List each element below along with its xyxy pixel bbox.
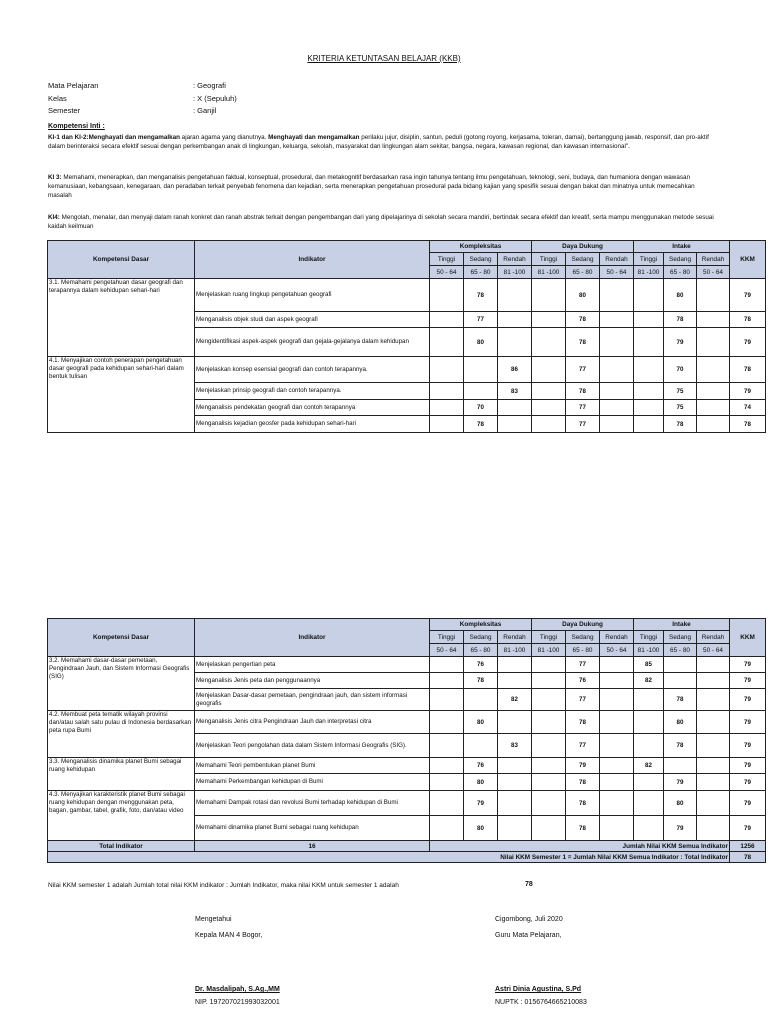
score-cell: 85 [634,657,664,673]
score-cell [697,416,730,433]
score-cell [430,328,464,357]
indikator-cell: Menganalisis pendekatan geografi dan contoh terapannya [195,400,430,416]
table-row [48,657,766,673]
score-cell [532,689,566,711]
score-cell [430,357,464,383]
score-cell [430,711,464,734]
header-level: Tinggi [532,631,566,644]
score-cell [498,400,532,416]
score-cell [430,689,464,711]
score-cell [600,383,634,400]
indikator-cell: Mengidentifikasi aspek-aspek geografi dan gejala-gejalanya dalam kehidupan [195,328,430,357]
indikator-cell: Menjelaskan Teori pengolahan data dalam Sistem Informasi Geografis (SIG). [195,734,430,758]
header-range: 65 - 80 [664,644,697,657]
score-cell [430,791,464,816]
score-cell: 80 [664,711,697,734]
indikator-cell: Menjelaskan Dasar-dasar pemetaan, pengindraan jauh, dan sistem informasi geografis [195,689,430,711]
kkm-cell: 79 [730,711,766,734]
score-cell [634,734,664,758]
header-indikator: Indikator [195,619,430,657]
header-kkm: KKM [730,241,766,279]
score-cell: 80 [664,791,697,816]
score-cell [498,673,532,689]
score-cell [532,711,566,734]
score-cell [498,328,532,357]
score-cell [600,328,634,357]
score-cell: 78 [566,774,600,791]
score-cell [600,657,634,673]
header-range: 50 - 64 [697,644,730,657]
header-kompetensi-dasar: Kompetensi Dasar [48,619,195,657]
score-cell [600,816,634,841]
score-cell: 76 [464,657,498,673]
header-range: 50 - 64 [430,644,464,657]
header-level: Sedang [464,253,498,266]
score-cell: 75 [664,400,697,416]
score-cell: 80 [464,711,498,734]
header-range: 50 - 64 [697,266,730,279]
score-cell: 70 [664,357,697,383]
score-cell [634,416,664,433]
indikator-cell: Menjelaskan ruang lingkup pengetahuan geografi [195,279,430,312]
score-cell [600,400,634,416]
score-cell: 83 [498,383,532,400]
header-kompleksitas: Kompleksitas [430,619,532,631]
kompetensi-dasar-cell: 4.3. Menyajikan karakteristik planet Bumi sebagai ruang kehidupan dengan menggunakan peta, bagan, gambar, tabel, grafik, foto, dan/atau video [48,791,195,841]
score-cell [600,673,634,689]
indikator-cell: Memahami dinamika planet Bumi sebagai ruang kehidupan [195,816,430,841]
ki-3-label: KI 3: [48,174,62,181]
score-cell [498,816,532,841]
score-cell: 83 [498,734,532,758]
score-cell: 78 [664,312,697,328]
score-cell [430,734,464,758]
score-cell [498,279,532,312]
header-level: Sedang [664,631,697,644]
table-row [48,711,766,734]
score-cell [634,816,664,841]
kkm-cell: 79 [730,816,766,841]
indikator-cell: Menjelaskan prinsip geografi dan contoh terapannya. [195,383,430,400]
score-cell [430,279,464,312]
score-cell: 77 [464,312,498,328]
kkm-cell: 79 [730,657,766,673]
score-cell: 80 [566,279,600,312]
jumlah-label: Jumlah Nilai KKM Semua Indikator [430,841,730,852]
score-cell [498,416,532,433]
score-cell [532,400,566,416]
jumlah-value: 1256 [730,841,766,852]
total-row [48,841,766,852]
score-cell [634,689,664,711]
score-cell [532,774,566,791]
header-range: 65 - 80 [464,644,498,657]
score-cell [532,758,566,774]
score-cell: 76 [566,673,600,689]
score-cell [634,383,664,400]
ki-3-paragraph [48,173,720,200]
score-cell [532,657,566,673]
kkm-cell: 79 [730,791,766,816]
score-cell [532,734,566,758]
meta-row [48,93,237,106]
score-cell: 78 [664,416,697,433]
kkm-cell: 78 [730,357,766,383]
header-level: Sedang [464,631,498,644]
page-title: KRITERIA KETUNTASAN BELAJAR (KKB) [307,54,461,63]
header-range: 81 -100 [498,644,532,657]
header-level: Sedang [566,253,600,266]
score-cell [532,312,566,328]
header-level: Tinggi [634,253,664,266]
score-cell: 78 [566,816,600,841]
score-cell [697,734,730,758]
header-indikator: Indikator [195,241,430,279]
signature-right [495,912,587,1008]
score-cell [697,791,730,816]
score-cell [430,312,464,328]
score-cell [697,657,730,673]
indikator-cell: Menganalisis objek studi dan aspek geografi [195,312,430,328]
score-cell: 80 [464,774,498,791]
score-cell [498,774,532,791]
score-cell [532,383,566,400]
header-kompetensi-dasar: Kompetensi Dasar [48,241,195,279]
header-level: Tinggi [634,631,664,644]
score-cell: 86 [498,357,532,383]
score-cell [697,711,730,734]
score-cell: 78 [566,328,600,357]
meta-block [48,80,237,118]
header-intake: Intake [634,241,730,253]
score-cell [697,312,730,328]
kkm-cell: 78 [730,312,766,328]
score-cell [430,816,464,841]
header-row [48,619,766,631]
kkm-cell: 79 [730,758,766,774]
kkm-cell: 78 [730,416,766,433]
score-cell: 78 [566,383,600,400]
indikator-cell: Menganalisis kejadian geosfer pada kehidupan sehari-hari [195,416,430,433]
header-range: 81 -100 [634,644,664,657]
header-level: Rendah [498,631,532,644]
score-cell: 79 [464,791,498,816]
score-cell [697,279,730,312]
kkm-cell: 79 [730,689,766,711]
ki-4-label: KI4: [48,214,60,221]
score-cell [498,791,532,816]
score-cell [430,400,464,416]
header-kkm: KKM [730,619,766,657]
meta-label: Mata Pelajaran [48,81,99,90]
ki-4-paragraph [48,213,720,231]
ki-12-paragraph [48,133,720,151]
score-cell: 79 [664,816,697,841]
kkm-cell: 79 [730,328,766,357]
header-kompleksitas: Kompleksitas [430,241,532,253]
score-cell: 79 [664,328,697,357]
header-level: Rendah [697,253,730,266]
header-daya-dukung: Daya Dukung [532,241,634,253]
score-cell [430,383,464,400]
score-cell: 78 [664,734,697,758]
nilai-value: 78 [730,852,766,863]
sign-right-line1: Cigombong, Juli 2020 [495,916,563,923]
score-cell: 80 [464,816,498,841]
meta-label: Kelas [48,93,67,103]
score-cell [664,673,697,689]
kkm-note: Nilai KKM semester 1 adalah Jumlah total nilai KKM indikator : Jumlah Indikator, maka nilai KKM untuk semester 1 adalah [48,882,399,889]
score-cell: 77 [566,657,600,673]
score-cell: 78 [664,689,697,711]
score-cell [664,657,697,673]
score-cell [464,689,498,711]
header-range: 50 - 64 [430,266,464,279]
ki-12-text-1: ajaran agama yang dianutnya. [179,134,269,141]
score-cell: 80 [464,328,498,357]
score-cell [532,328,566,357]
score-cell: 70 [464,400,498,416]
indikator-cell: Memahami Perkembangan kehidupan di Bumi [195,774,430,791]
meta-value: : Ganjil [193,106,217,115]
indikator-cell: Menjelaskan pengertian peta [195,657,430,673]
kompetensi-dasar-cell: 3.2. Memahami dasar-dasar pemetaan, Pengindraan Jauh, dan Sistem Informasi Geografis (SIG) [48,657,195,711]
score-cell: 76 [464,758,498,774]
score-cell [634,312,664,328]
kkm-cell: 79 [730,383,766,400]
score-cell: 78 [464,416,498,433]
score-cell: 77 [566,416,600,433]
kompetensi-dasar-cell: 3.3. Menganalisis dinamika planet Bumi sebagai ruang kehidupan [48,758,195,791]
header-level: Rendah [600,631,634,644]
score-cell [697,400,730,416]
header-level: Sedang [664,253,697,266]
score-cell [697,673,730,689]
kkm-cell: 79 [730,774,766,791]
score-cell: 78 [566,791,600,816]
score-cell [600,416,634,433]
meta-value: : X (Sepuluh) [193,93,237,103]
header-range: 50 - 64 [600,644,634,657]
score-cell [600,711,634,734]
score-cell [697,689,730,711]
score-cell: 79 [664,774,697,791]
score-cell: 77 [566,357,600,383]
indikator-cell: Menganalisis Jenis peta dan penggunaannya [195,673,430,689]
header-range: 81 -100 [498,266,532,279]
score-cell [600,758,634,774]
header-intake: Intake [634,619,730,631]
header-range: 65 - 80 [566,266,600,279]
score-cell [498,312,532,328]
ki-3-text: Memahami, menerapkan, dan menganalisis pengetahuan faktual, konseptual, prosedural, dan metakognitif berdasarkan rasa ingin tahunya tentang ilmu pengetahuan, teknologi, seni, budaya, dan humaniora dengan wawasan kemanusiaan, kebangsaan, kenegaraan, dan peradaban terkait penyebab fenomena dan kejadian, serta menerapkan pengetahuan prosedural pada bidang kajian yang spesifik sesuai dengan bakat dan minatnya untuk memecahkan masalah [48,174,695,199]
header-range: 81 -100 [634,266,664,279]
kkm-cell: 79 [730,673,766,689]
score-cell: 82 [634,758,664,774]
score-cell: 77 [566,734,600,758]
sign-right-line2: Guru Mata Pelajaran, [495,932,562,939]
score-cell [430,416,464,433]
score-cell: 79 [566,758,600,774]
score-cell [498,657,532,673]
header-range: 50 - 64 [600,266,634,279]
meta-row [48,80,237,93]
table-row [48,279,766,312]
score-cell: 78 [464,279,498,312]
kompetensi-dasar-cell: 3.1. Memahami pengetahuan dasar geografi dan terapannya dalam kehidupan sehari-hari [48,279,195,357]
kompetensi-dasar-cell: 4.2. Membuat peta tematik wilayah provinsi dan/atau salah satu pulau di Indonesia berdasarkan peta rupa Bumi [48,711,195,758]
ki-4-text: Mengolah, menalar, dan menyaji dalam ranah konkret dan ranah abstrak terkait dengan pengembangan dari yang dipelajarinya di sekolah secara mandiri, bertindak secara efektif dan kreatif, serta mampu menggunakan metode sesuai kaidah keilmuan [48,214,714,230]
score-cell: 75 [664,383,697,400]
sign-left-id: NIP. 197207021993032001 [195,999,280,1006]
score-cell: 78 [566,312,600,328]
header-level: Tinggi [430,631,464,644]
indikator-cell: Memahami Dampak rotasi dan revolusi Bumi terhadap kehidupan di Bumi [195,791,430,816]
kompetensi-dasar-cell: 4.1. Menyajikan contoh penerapan pengetahuan dasar geografi pada kehidupan sehari-hari dalam bentuk tulisan [48,357,195,433]
score-cell [600,734,634,758]
header-level: Sedang [566,631,600,644]
ki-heading: Kompetensi Inti : [48,123,105,130]
score-cell [498,711,532,734]
meta-label: Semester [48,106,81,115]
table-row [48,357,766,383]
score-cell: 80 [664,279,697,312]
sign-right-name: Astri Dinia Agustina, S.Pd [495,986,582,993]
ki-12-bold-1: Menghayati dan mengamalkan [88,134,180,141]
kkm-note-value: 78 [525,881,533,888]
score-cell [634,357,664,383]
header-level: Tinggi [430,253,464,266]
score-cell [430,758,464,774]
sign-left-line2: Kepala MAN 4 Bogor, [195,932,263,939]
score-cell [697,774,730,791]
nilai-label: Nilai KKM Semester 1 = Jumlah Nilai KKM Semua Indikator : Total Indikator [48,852,730,863]
header-range: 65 - 80 [566,644,600,657]
kkb-table-1 [47,240,766,433]
score-cell: 82 [634,673,664,689]
score-cell: 78 [566,711,600,734]
score-cell [430,657,464,673]
ki-12-label: KI-1 dan KI-2: [48,134,89,141]
table-row [48,758,766,774]
score-cell: 77 [566,689,600,711]
indikator-cell: Memahami Teori pembentukan planet Bumi [195,758,430,774]
score-cell [600,774,634,791]
meta-value: : Geografi [193,81,226,90]
header-daya-dukung: Daya Dukung [532,619,634,631]
score-cell [634,774,664,791]
score-cell [532,279,566,312]
signature-left [195,912,280,1008]
sign-left-name: Dr. Masdalipah, S.Ag.,MM [195,986,280,993]
score-cell [697,357,730,383]
header-range: 65 - 80 [464,266,498,279]
ki-12-bold-2: Menghayati dan mengamalkan [268,134,360,141]
score-cell [697,383,730,400]
score-cell: 77 [566,400,600,416]
kkm-cell: 79 [730,279,766,312]
score-cell [600,279,634,312]
score-cell [634,400,664,416]
score-cell [697,816,730,841]
total-value: 16 [195,841,430,852]
score-cell [498,758,532,774]
sign-left-line1: Mengetahui [195,916,232,923]
score-cell [600,791,634,816]
score-cell [634,328,664,357]
score-cell [532,791,566,816]
nilai-row [48,852,766,863]
score-cell [532,816,566,841]
indikator-cell: Menganalisis Jenis citra Pengindraan Jauh dan interpretasi citra [195,711,430,734]
score-cell [600,689,634,711]
score-cell [600,357,634,383]
total-label: Total Indikator [48,841,195,852]
header-level: Tinggi [532,253,566,266]
score-cell: 78 [464,673,498,689]
kkm-cell: 79 [730,734,766,758]
score-cell [697,758,730,774]
score-cell [697,328,730,357]
score-cell [634,791,664,816]
header-row [48,241,766,253]
table-row [48,791,766,816]
ki-12-text-2: perilaku jujur, disiplin, santun, peduli (gotong royong, kerjasama, toleran, damai), bertanggung jawab, responsif, dan pro-aktif dalam berinteraksi secara efektif sesuai dengan perkembangan anak di lingkungan, keluarga, sekolah, masyarakat dan lingkungan alam sekitar, bangsa, negara, kawasan regional, dan kawasan internasional". [48,134,709,150]
score-cell [430,774,464,791]
header-range: 81 -100 [532,266,566,279]
score-cell [464,383,498,400]
score-cell [532,357,566,383]
score-cell [532,673,566,689]
header-range: 81 -100 [532,644,566,657]
header-level: Rendah [697,631,730,644]
score-cell [532,416,566,433]
header-level: Rendah [600,253,634,266]
kkb-table-2 [47,618,766,863]
score-cell [664,758,697,774]
score-cell [464,357,498,383]
header-level: Rendah [498,253,532,266]
meta-row [48,105,237,118]
score-cell [634,279,664,312]
score-cell: 82 [498,689,532,711]
score-cell [600,312,634,328]
score-cell [430,673,464,689]
header-range: 65 - 80 [664,266,697,279]
score-cell [634,711,664,734]
kkm-cell: 74 [730,400,766,416]
score-cell [464,734,498,758]
indikator-cell: Menjelaskan konsep esensial geografi dan contoh terapannya. [195,357,430,383]
sign-right-id: NUPTK : 0156764665210083 [495,999,587,1006]
